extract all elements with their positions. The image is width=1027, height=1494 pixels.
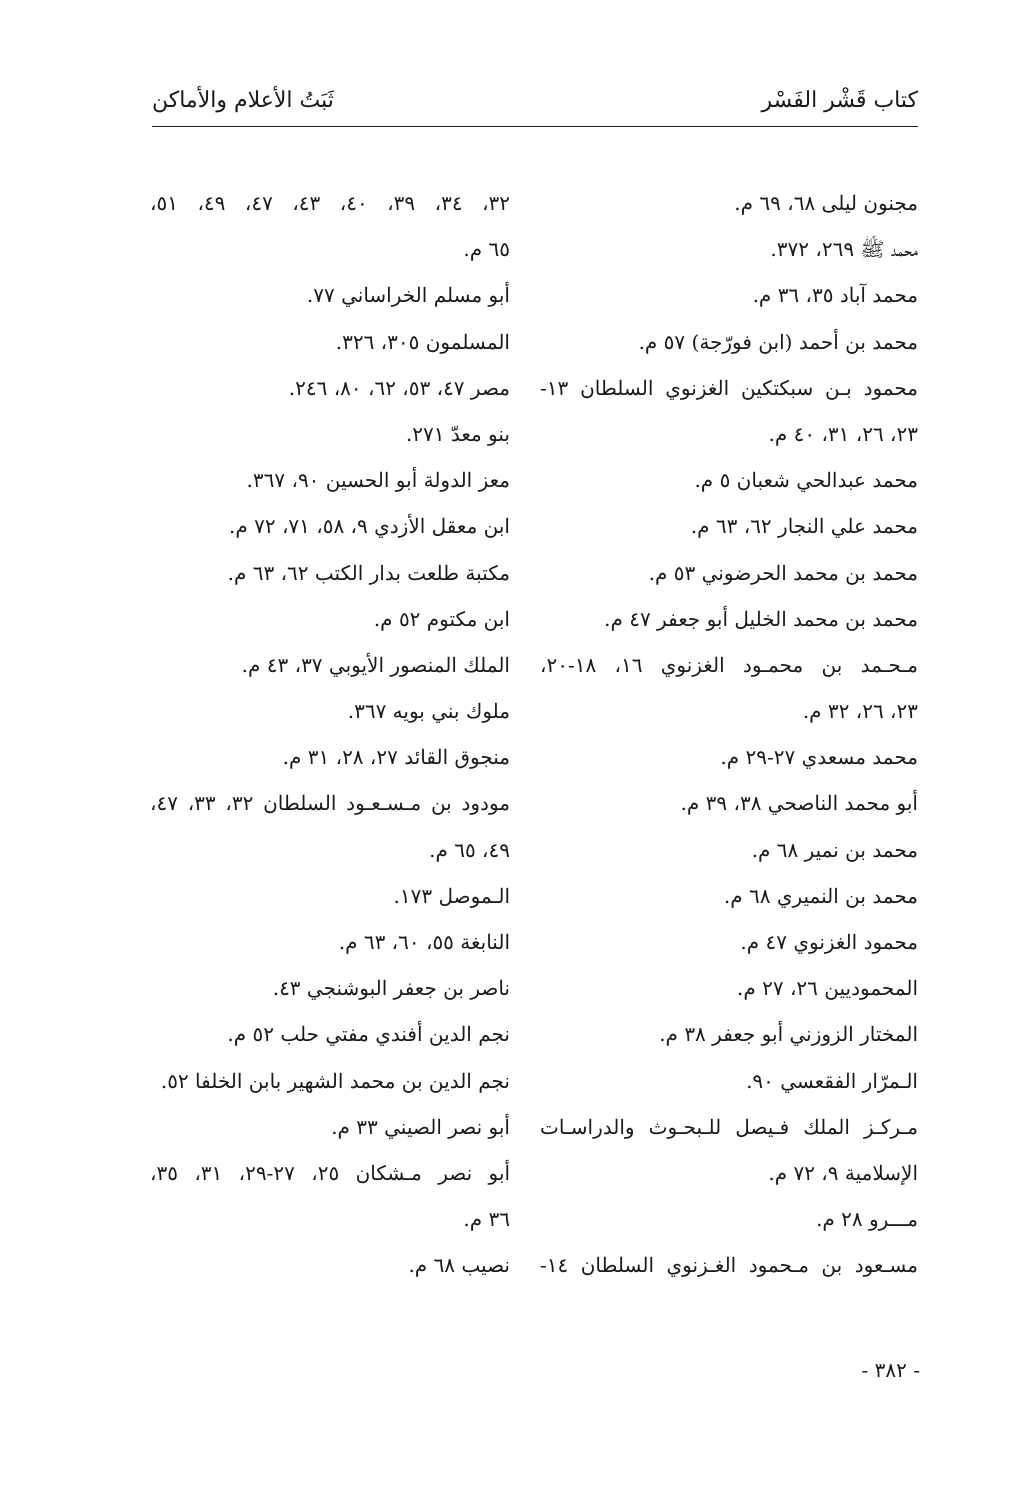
index-entry: الـموصل ١٧٣. [393,883,510,908]
index-entry: النابغة ٥٥، ٦٠، ٦٣ م. [338,930,510,954]
index-entry: محمد آباد ٣٥، ٣٦ م. [752,283,918,308]
index-entry: محمد بن محمد الخليل أبو جعفر ٤٧ م. [604,606,918,631]
index-entry: أبو محمد الناصحي ٣٨، ٣٩ م. [680,791,918,816]
index-entry: أبو نصر مـشكان ٢٥، ٢٧-٢٩، ٣١، ٣٥، [150,1160,510,1185]
index-entry-continuation: ٢٣، ٢٦، ٣٢ م. [802,699,918,724]
index-entry: نجم الدين بن محمد الشهير بابن الخلفا ٥٢. [160,1068,510,1093]
index-entry: محمد مسعدي ٢٧-٢٩ م. [720,745,918,770]
index-entry-continuation: ٤٩، ٦٥ م. [429,837,510,862]
index-entry: مـحـمد بن محمـود الغزنوي ١٦، ١٨-٢٠، [540,652,919,677]
index-entry: مـركـز الملك فـيصل للـبحـوث والدراسـات [540,1114,918,1139]
index-entry: مكتبة طلعت بدار الكتب ٦٢، ٦٣ م. [227,560,510,585]
index-entry-continuation: الإسلامية ٩، ٧٢ م. [768,1160,918,1185]
index-entry: محمد بن نمير ٦٨ م. [751,837,918,862]
index-entry: محمد ﷺ ٢٦٩، ٣٧٢. [770,237,918,262]
running-header [152,82,918,127]
index-entry-continuation: ٢٣، ٢٦، ٣١، ٤٠ م. [768,421,918,446]
index-entry: ابن معقل الأزدي ٩، ٥٨، ٧١، ٧٢ م. [229,514,510,539]
section-title: ثَبَتُ الأعلام والأماكن [152,88,334,113]
index-entry: أبو نصر الصيني ٣٣ م. [331,1114,510,1139]
index-column-left [150,180,510,1289]
index-entry: نجم الدين أفندي مفتي حلب ٥٢ م. [227,1022,510,1047]
index-entry: ملوك بني بويه ٣٦٧. [347,699,510,724]
index-entry: بنو معدّ ٢٧١. [405,421,510,446]
index-entry-continuation: ٣٦ م. [463,1207,510,1232]
index-entry: الملك المنصور الأيوبي ٣٧، ٤٣ م. [241,652,510,677]
page-number: - ٣٨٢ - [861,1358,920,1382]
index-entry: مجنون ليلى ٦٨، ٦٩ م. [734,191,918,215]
index-entry: محمد عبدالحي شعبان ٥ م. [694,468,918,493]
index-entry: منجوق القائد ٢٧، ٢٨، ٣١ م. [282,745,510,770]
index-entry: محمود بـن سبكتكين الغزنوي السلطان ١٣- [540,375,918,400]
index-entry: محمد بن محمد الحرضوني ٥٣ م. [648,560,918,585]
index-entry: المختار الزوزني أبو جعفر ٣٨ م. [659,1022,918,1047]
index-entry: مودود بن مـسـعـود السلطان ٣٢، ٣٣، ٤٧، [150,791,511,816]
index-entry: نصيب ٦٨ م. [408,1253,510,1278]
index-entry: محمد بن النميري ٦٨ م. [723,883,918,908]
index-entry-continuation: ٦٥ م. [463,237,510,262]
index-entry: محمد علي النجار ٦٢، ٦٣ م. [690,514,918,539]
book-title: كتاب قَشْر الفَسْر [761,88,918,113]
index-entry: مصر ٤٧، ٥٣، ٦٢، ٨٠، ٢٤٦. [288,375,510,400]
index-entry: الـمرّار الفقعسي ٩٠. [746,1068,918,1093]
index-entry: المسلمون ٣٠٥، ٣٢٦. [335,329,510,354]
index-entry: أبو مسلم الخراساني ٧٧. [306,283,510,308]
index-entry: ناصر بن جعفر البوشنجي ٤٣. [272,976,510,1001]
index-entry: المحموديين ٢٦، ٢٧ م. [737,976,918,1001]
index-entry: مسـعود بن مـحمود الغـزنوي السلطان ١٤- [540,1253,918,1278]
index-entry: محمد بن أحمد (ابن فورّجة) ٥٧ م. [638,329,918,354]
index-entry: ابن مكتوم ٥٢ م. [373,606,510,631]
index-entry-continuation: ٣٢، ٣٤، ٣٩، ٤٠، ٤٣، ٤٧، ٤٩، ٥١، [150,191,511,215]
index-entry: معز الدولة أبو الحسين ٩٠، ٣٦٧. [246,468,510,493]
index-entry: مـــرو ٢٨ م. [816,1207,918,1232]
index-column-right [540,180,918,1289]
index-entry: محمود الغزنوي ٤٧ م. [740,930,918,954]
